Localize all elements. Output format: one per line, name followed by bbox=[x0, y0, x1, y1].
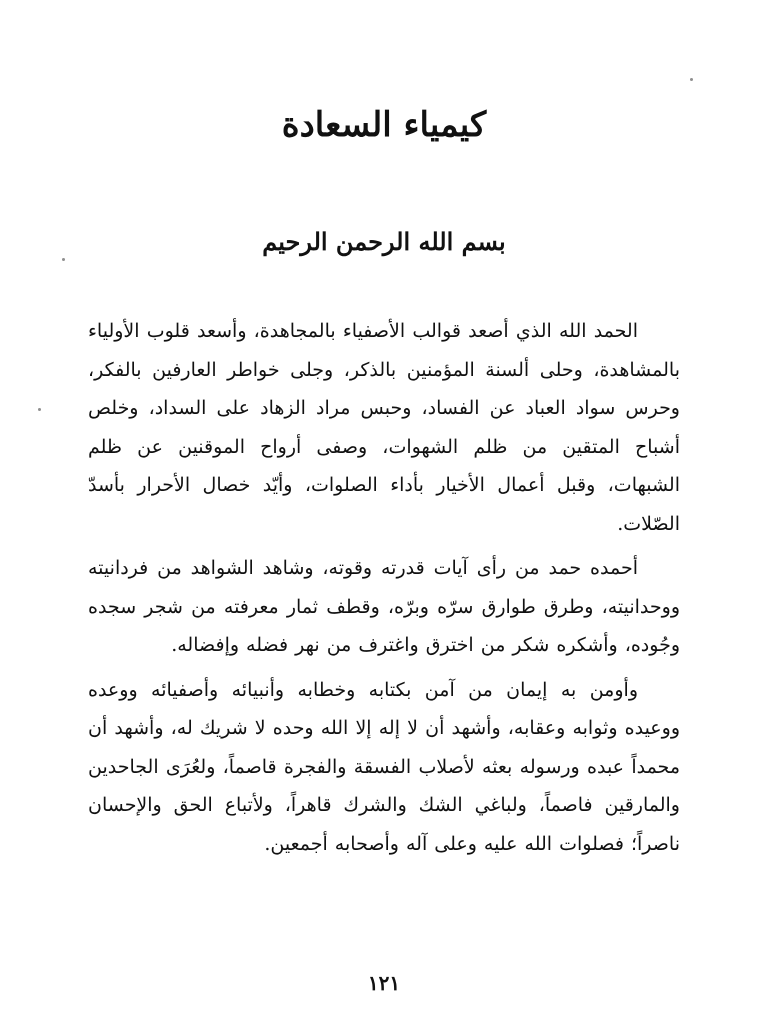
scan-speck bbox=[690, 78, 693, 81]
paragraph-2: أحمده حمد من رأى آيات قدرته وقوته، وشاهد الشواهد من فردانيته ووحدانيته، وطرق طوارق سرّه وبرّه، وقطف ثمار معرفته من شجر سجده وجُوده، وأشكره شكر من اخترق واغترف من نهر فضله وإفضاله. bbox=[88, 557, 680, 656]
paragraph-3: وأومن به إيمان من آمن بكتابه وخطابه وأنبيائه وأصفيائه ووعده ووعيده وثوابه وعقابه، وأشهد أن لا إله إلا الله وحده لا شريك له، وأشهد أن محمداً عبده ورسوله بعثه لأصلاب الفسقة والفجرة قاصماً، ولعُرَى الجاحدين والمارقين فاصماً، ولباغي الشك والشرك قاهراً، ولأتباع الحق والإحسان ناصراً؛ فصلوات الله عليه وعلى آله وأصحابه أجمعين. bbox=[88, 678, 680, 855]
scan-speck bbox=[62, 258, 65, 261]
page-number: ١٢١ bbox=[367, 971, 401, 995]
body-text bbox=[88, 312, 680, 869]
chapter-title: كيمياء السعادة bbox=[281, 105, 487, 145]
paragraph-1: الحمد الله الذي أصعد قوالب الأصفياء بالمجاهدة، وأسعد قلوب الأولياء بالمشاهدة، وحلى ألسنة المؤمنين بالذكر، وجلى خواطر العارفين بالفكر، وحرس سواد العباد عن الفساد، وحبس مراد الزهاد على السداد، وخلص أشباح المتقين من ظلم الشهوات، وصفى أرواح الموقنين عن ظلم الشبهات، وقبل أعمال الأخيار بأداء الصلوات، وأيّد خصال الأحرار بأسدّ الصّلات. bbox=[88, 320, 680, 535]
basmala-heading: بسم الله الرحمن الرحيم bbox=[262, 227, 506, 256]
scan-speck bbox=[38, 408, 41, 411]
